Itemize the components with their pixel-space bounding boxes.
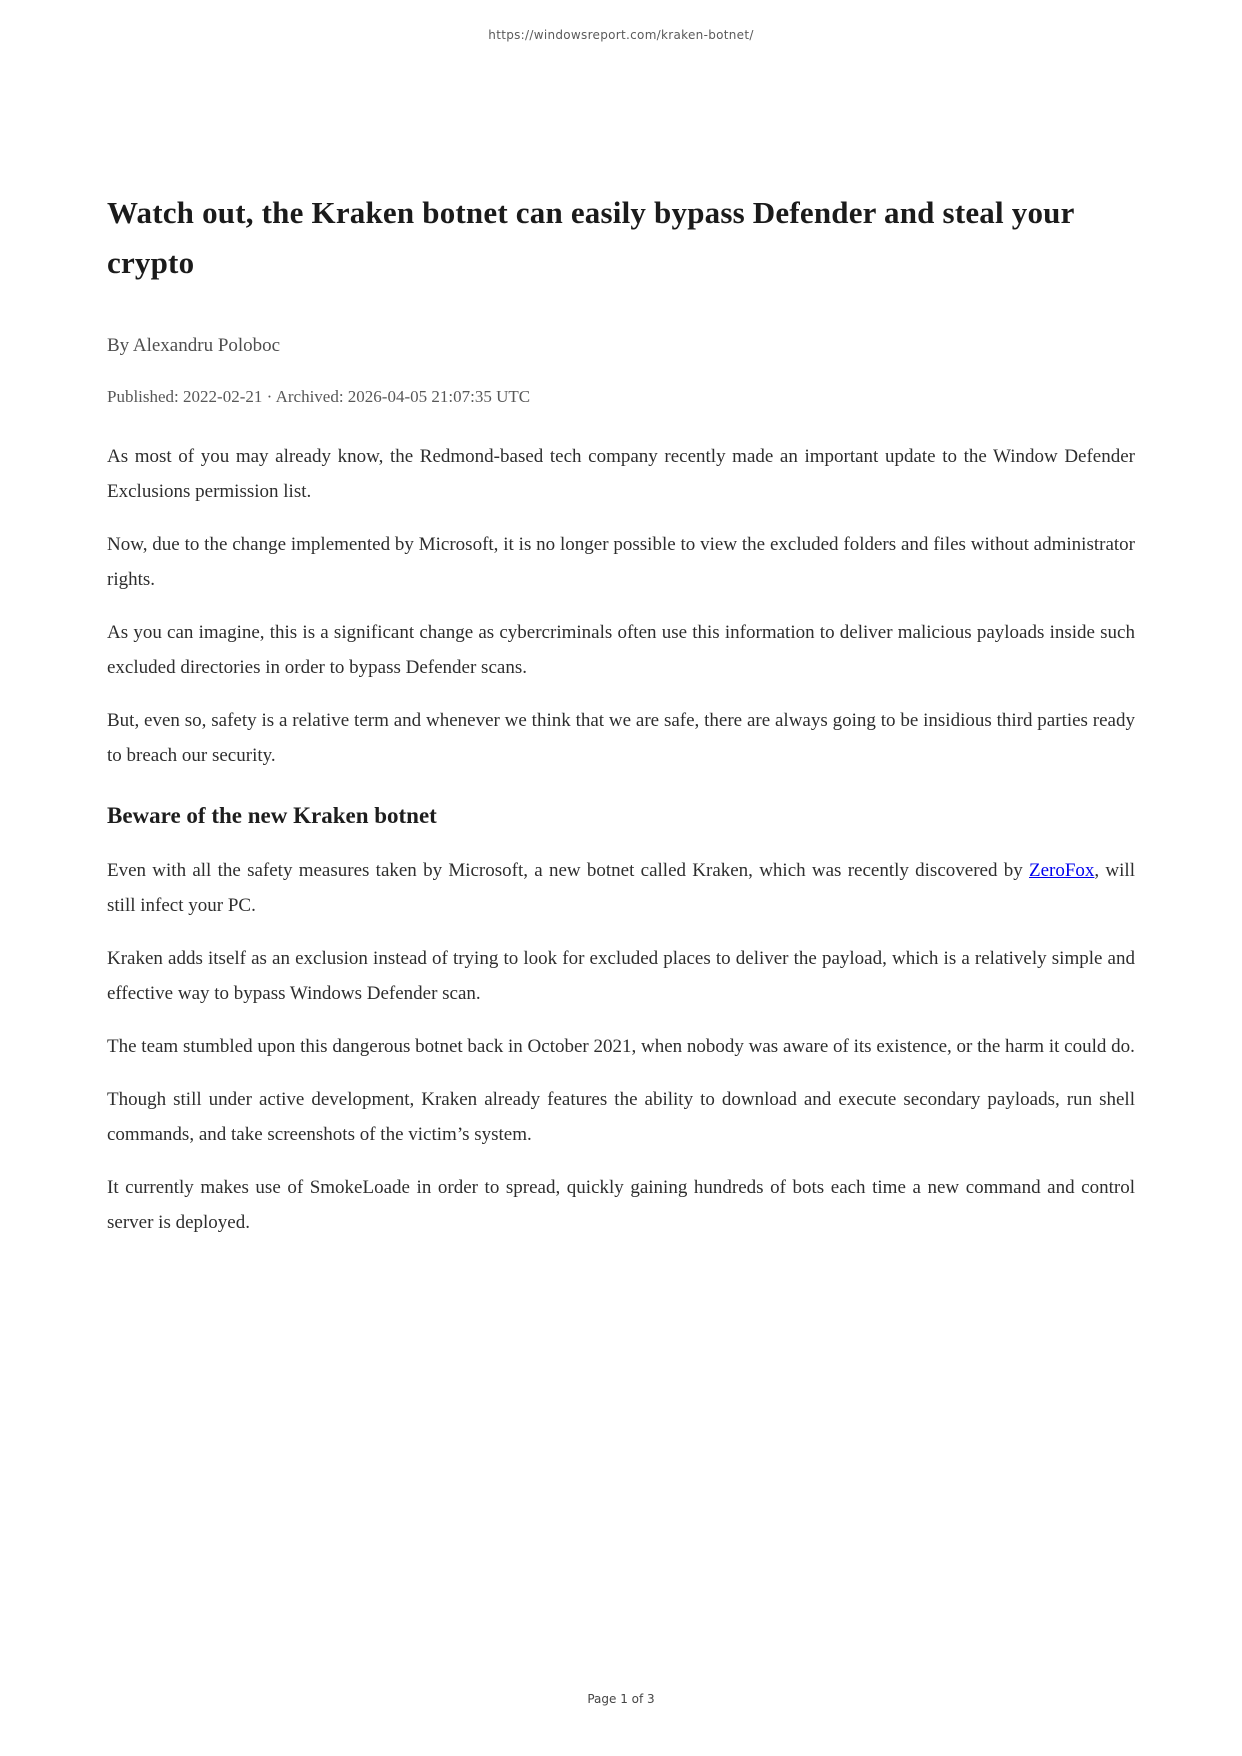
article-paragraph xyxy=(107,853,1135,923)
section-heading: Beware of the new Kraken botnet xyxy=(107,803,437,829)
article-meta: Published: 2022-02-21 · Archived: 2026-04-05 21:07:35 UTC xyxy=(107,387,531,407)
zerofox-link[interactable]: ZeroFox xyxy=(1028,860,1095,882)
article-byline: By Alexandru Poloboc xyxy=(107,335,281,357)
article-paragraph: It currently makes use of SmokeLoade in order to spread, quickly gaining hundreds of bots each time a new command and control server is deployed. xyxy=(107,1177,1135,1234)
article-title: Watch out, the Kraken botnet can easily bypass Defender and steal your crypto xyxy=(107,195,1075,281)
print-footer xyxy=(0,1692,1242,1706)
article-paragraph: As most of you may already know, the Redmond-based tech company recently made an important update to the Window Defender Exclusions permission list. xyxy=(107,446,1135,503)
source-url: https://windowsreport.com/kraken-botnet/ xyxy=(488,28,754,42)
article-paragraph: Kraken adds itself as an exclusion instead of trying to look for excluded places to deliver the payload, which is a relatively simple and effective way to bypass Windows Defender scan. xyxy=(107,948,1135,1005)
paragraph-text-before-link: Even with all the safety measures taken by Microsoft, a new botnet called Kraken, which was recently discovered by xyxy=(107,860,1029,882)
article-paragraph: The team stumbled upon this dangerous botnet back in October 2021, when nobody was aware of its existence, or the harm it could do. xyxy=(107,1036,1135,1058)
article-paragraph: Now, due to the change implemented by Microsoft, it is no longer possible to view the excluded folders and files without administrator rights. xyxy=(107,534,1135,591)
article-paragraph: But, even so, safety is a relative term and whenever we think that we are safe, there are always going to be insidious third parties ready to breach our security. xyxy=(107,710,1135,767)
page-number: Page 1 of 3 xyxy=(587,1692,655,1706)
paragraph-text-after-link: , will still infect your PC. xyxy=(107,860,1135,917)
article-paragraph: Though still under active development, Kraken already features the ability to download and execute secondary payloads, run shell commands, and take screenshots of the victim’s system. xyxy=(107,1089,1135,1146)
print-header xyxy=(0,0,1242,42)
article-paragraph: As you can imagine, this is a significant change as cybercriminals often use this information to deliver malicious payloads inside such excluded directories in order to bypass Defender scans. xyxy=(107,622,1135,679)
article xyxy=(0,188,1242,1240)
